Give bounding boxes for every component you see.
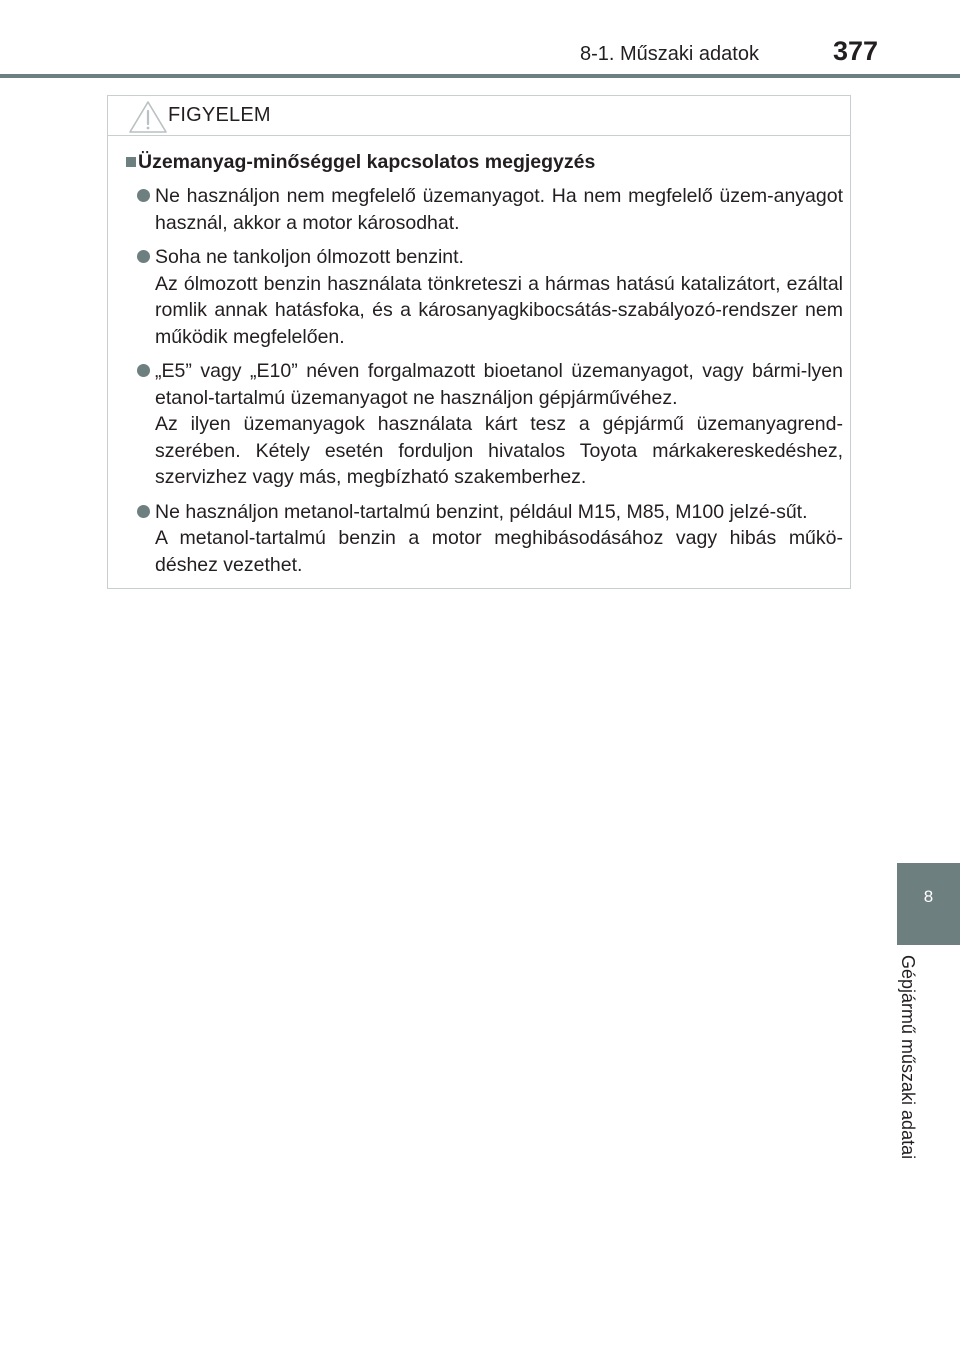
chapter-label bbox=[898, 955, 933, 1195]
round-bullet-icon bbox=[137, 505, 150, 518]
round-bullet-icon bbox=[137, 250, 150, 263]
warning-header bbox=[108, 96, 850, 136]
header-divider bbox=[0, 74, 960, 78]
chapter-tab bbox=[897, 863, 960, 945]
warning-box bbox=[107, 95, 851, 589]
section-heading-text: Üzemanyag-minőséggel kapcsolatos megjegyzés bbox=[138, 151, 596, 173]
round-bullet-icon bbox=[137, 189, 150, 202]
item-paragraph: Soha ne tankoljon ólmozott benzint. bbox=[155, 246, 464, 268]
warning-body bbox=[126, 149, 843, 578]
page-header bbox=[0, 0, 960, 80]
item-paragraph: „E5” vagy „E10” néven forgalmazott bioetanol üzemanyagot, vagy bármi-lyen etanol-tartalmú üzemanyagot ne használjon gépjárművéhez. bbox=[155, 360, 843, 409]
list-item bbox=[126, 183, 843, 236]
round-bullet-icon bbox=[137, 364, 150, 377]
item-paragraph: Ne használjon nem megfelelő üzemanyagot. Ha nem megfelelő üzem-anyagot használ, akkor a motor károsodhat. bbox=[155, 185, 843, 234]
section-title: 8-1. Műszaki adatok bbox=[580, 43, 759, 65]
square-bullet-icon bbox=[126, 157, 136, 167]
section-heading bbox=[126, 149, 843, 175]
chapter-number: 8 bbox=[923, 887, 934, 906]
warning-triangle-icon bbox=[128, 100, 168, 134]
chapter-label-text: Gépjármű műszaki adatai bbox=[898, 955, 918, 1160]
item-paragraph: A metanol-tartalmú benzin a motor meghibásodásához vagy hibás műkö-déshez vezethet. bbox=[155, 527, 843, 576]
list-item bbox=[126, 499, 843, 579]
item-paragraph: Az ólmozott benzin használata tönkreteszi a hármas hatású katalizátort, ezáltal romlik annak hatásfoka, és a károsanyagkibocsátás-szabályozó-rendszer nem működik megfelelően. bbox=[155, 272, 843, 348]
page-number: 377 bbox=[833, 36, 879, 66]
list-item bbox=[126, 244, 843, 350]
list-item bbox=[126, 358, 843, 491]
item-paragraph: Az ilyen üzemanyagok használata kárt tesz a gépjármű üzemanyagrend-szerében. Kétely esetén forduljon hivatalos Toyota márkakereskedéshez, szervizhez vagy más, megbízható szakemberhez. bbox=[155, 413, 843, 488]
warning-title: FIGYELEM bbox=[168, 104, 271, 126]
item-paragraph: Ne használjon metanol-tartalmú benzint, például M15, M85, M100 jelzé-sűt. bbox=[155, 500, 808, 523]
